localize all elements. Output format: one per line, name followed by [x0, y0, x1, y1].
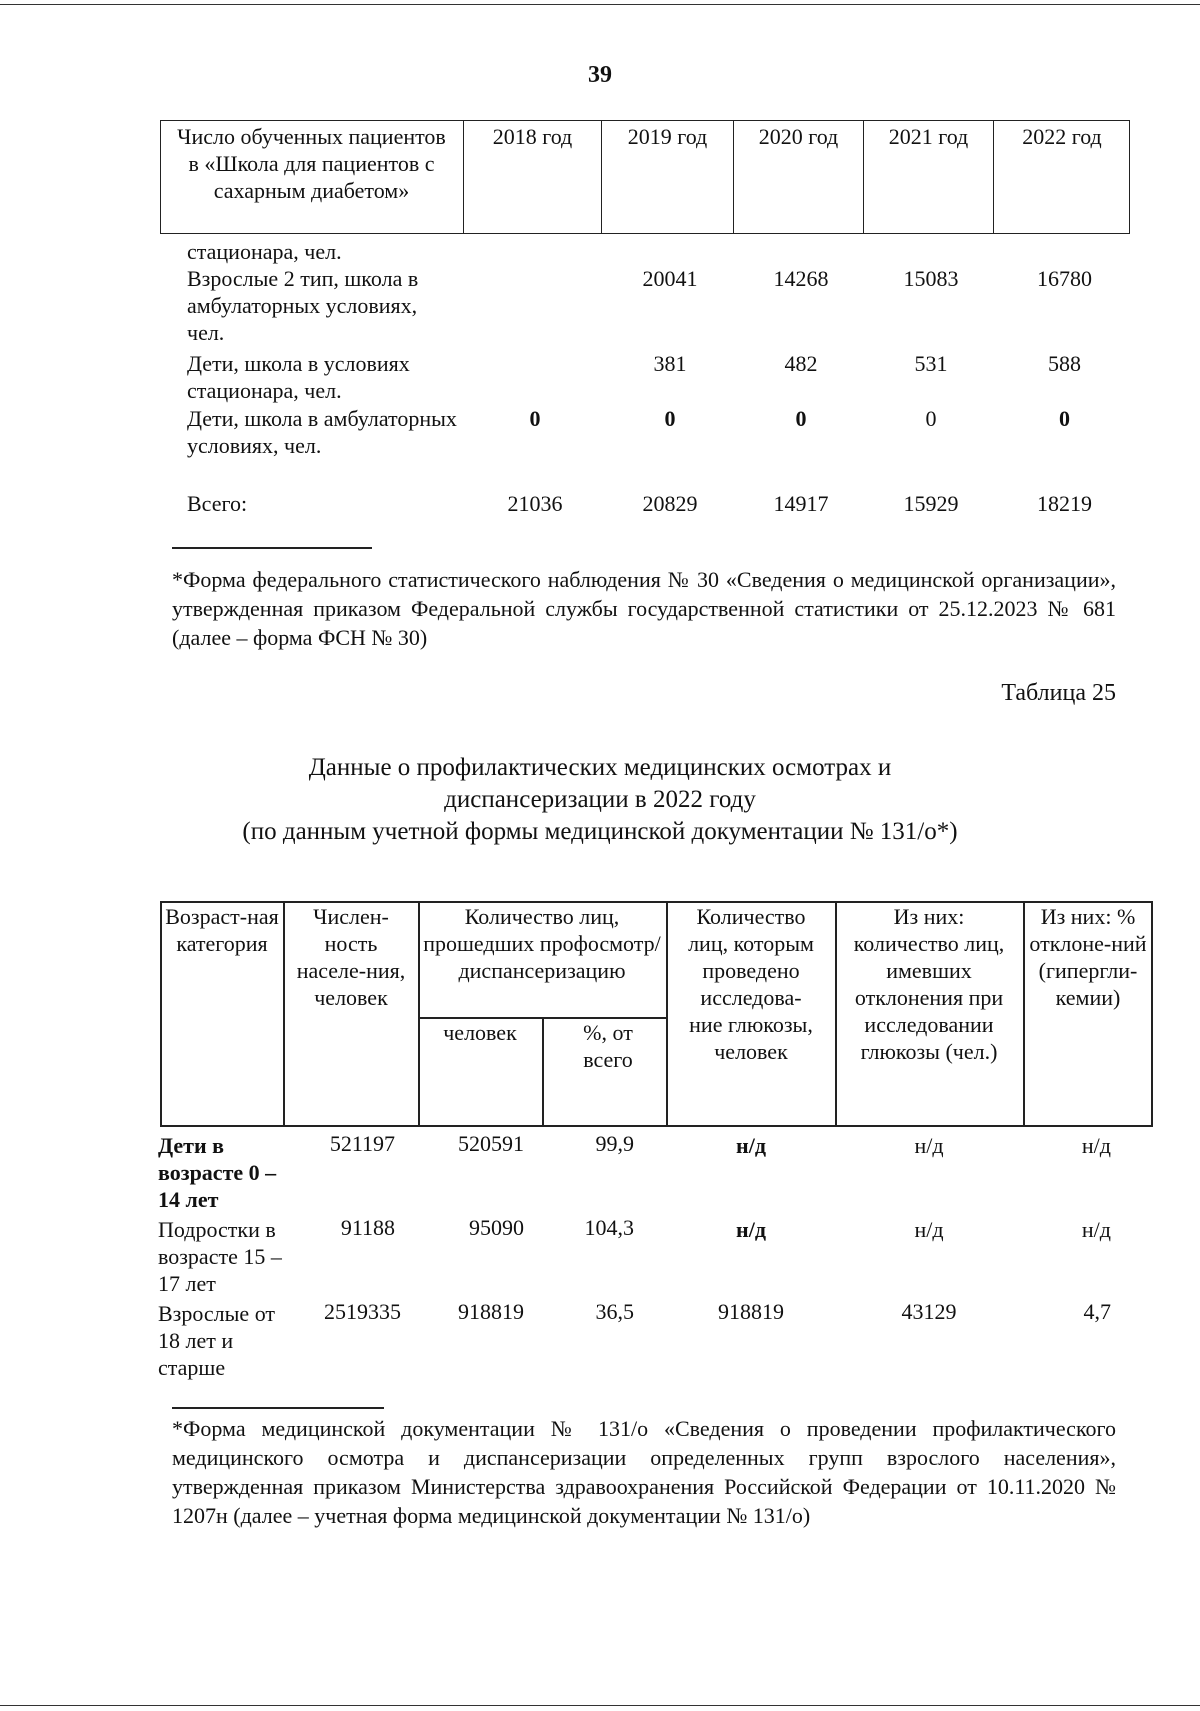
table1-header-year: 2020 год	[733, 120, 863, 234]
table1-cell: 0	[664, 406, 676, 431]
table2-header-population: Числен-ность населе-ния, человек	[296, 904, 406, 1010]
table2-header-checkup-people: человек	[443, 1020, 517, 1045]
table1-cell: 588	[1048, 351, 1081, 376]
table2-cell-people: 918819	[458, 1299, 524, 1324]
table2-row-category: Подростки в возрасте 15 – 17 лет	[158, 1217, 282, 1296]
table1-row-label: Дети, школа в условиях стационара, чел.	[187, 351, 410, 403]
table2-header-deviations: Из них: количество лиц, имевших отклонения при исследовании глюкозы (чел.)	[853, 904, 1005, 1064]
table1-continued-label: стационара, чел.	[187, 239, 342, 264]
table2-cell-deviations: н/д	[914, 1133, 944, 1158]
table2-cell-deviations: 43129	[901, 1299, 957, 1324]
table2-gridline	[283, 901, 285, 1126]
table2-cell-deviation-pct: 4,7	[1083, 1299, 1111, 1324]
table-label: Таблица 25	[1001, 680, 1116, 706]
table1-total-cell: 18219	[1037, 491, 1092, 516]
table1-cell: 14268	[773, 266, 829, 291]
table2-cell-deviations: н/д	[914, 1217, 944, 1242]
table2-title-line: диспансеризации в 2022 году	[444, 786, 756, 813]
table2-gridline	[1151, 901, 1153, 1126]
table2-title-line: Данные о профилактических медицинских осмотрах и	[308, 754, 892, 781]
table2-gridline	[160, 901, 162, 1126]
table2-cell-deviation-pct: н/д	[1081, 1217, 1111, 1242]
table1-row-label: Взрослые 2 тип, школа в амбулаторных условиях, чел.	[187, 266, 419, 345]
table1-total-cell: 15929	[903, 491, 959, 516]
top-border	[0, 4, 1200, 5]
table2-cell-people: 520591	[458, 1131, 524, 1156]
table2-title	[0, 752, 1200, 848]
table2-title-line: (по данным учетной формы медицинской документации № 131/о*)	[242, 818, 958, 845]
table2-cell-pct: 104,3	[584, 1215, 634, 1240]
table2-header-deviation-pct: Из них: % отклоне-ний (гипергли-кемии)	[1029, 904, 1147, 1010]
table1-header-year: 2021 год	[863, 120, 993, 234]
table2-cell-glucose: н/д	[736, 1217, 766, 1242]
table2-row-category: Дети в возрасте 0 – 14 лет	[158, 1133, 277, 1212]
table1-cell: 15083	[903, 266, 959, 291]
table2-cell-glucose: н/д	[736, 1133, 766, 1158]
table2-cell-people: 95090	[469, 1215, 524, 1240]
table2-cell-glucose: 918819	[718, 1299, 784, 1324]
table1-cell: 0	[529, 406, 541, 431]
table2-header-glucose: Количество лиц, которым проведено исследова-ние глюкозы, человек	[688, 904, 814, 1064]
table1-cell: 0	[1059, 406, 1070, 431]
table2-gridline	[666, 901, 668, 1126]
table1-cell: 20041	[642, 266, 698, 291]
footnote-1: *Форма федерального статистического наблюдения № 30 «Сведения о медицинской организации», утвержденная приказом Федеральной службы государственной статистики от 25.12.2023 № 681 (далее – форма ФСН № 30)	[172, 567, 1116, 650]
table1-header-year: 2022 год	[993, 120, 1130, 234]
table1-total-cell: 21036	[507, 491, 563, 516]
table1-cell: 531	[914, 351, 948, 376]
table1-total-cell: 14917	[773, 491, 829, 516]
table1-cell: 482	[784, 351, 818, 376]
table2-cell-pct: 99,9	[595, 1131, 634, 1156]
table2-gridline	[418, 901, 420, 1126]
table1-header	[160, 120, 1130, 234]
footnote-2: *Форма медицинской документации № 131/о «Сведения о проведении профилактического медицинского осмотра и диспансеризации определенных групп взрослого населения», утвержденная приказом Министерства здравоохранения Российской Федерации от 10.11.2020 № 1207н (далее – учетная форма медицинской документации № 131/о)	[172, 1416, 1116, 1528]
table1-total-cell: 20829	[642, 491, 698, 516]
table2-cell-pct: 36,5	[595, 1299, 634, 1324]
table2-gridline	[542, 1017, 544, 1126]
table1-cell: 381	[653, 351, 687, 376]
table1-header-label: Число обученных пациентов в «Школа для пациентов с сахарным диабетом»	[177, 124, 446, 203]
table1-cell: 16780	[1037, 266, 1092, 291]
page-number: 39	[588, 62, 612, 88]
table1-total-label: Всего:	[187, 491, 248, 516]
table2-cell-population: 521197	[329, 1131, 395, 1156]
table1-cell: 0	[925, 406, 937, 431]
table2-header-age: Возраст-ная категория	[165, 904, 279, 956]
table2-header-checkup: Количество лиц, прошедших профосмотр/ диспансеризацию	[423, 904, 661, 983]
footnote-rule	[172, 547, 372, 549]
table1-header-year: 2019 год	[601, 120, 733, 234]
table2-gridline	[835, 901, 837, 1126]
table2-header-checkup-pct: %, от всего	[583, 1020, 633, 1072]
table2-row-category: Взрослые от 18 лет и старше	[158, 1301, 276, 1380]
table1-header-year: 2018 год	[463, 120, 601, 234]
table2-cell-deviation-pct: н/д	[1081, 1133, 1111, 1158]
table2-gridline	[160, 1125, 1153, 1127]
table1-cell: 0	[795, 406, 807, 431]
table1-row-label: Дети, школа в амбулаторных условиях, чел.	[187, 406, 457, 458]
table2-cell-population: 91188	[340, 1215, 395, 1240]
footnote-rule	[172, 1407, 384, 1409]
table2-cell-population: 2519335	[324, 1299, 401, 1324]
bottom-border	[0, 1705, 1200, 1706]
